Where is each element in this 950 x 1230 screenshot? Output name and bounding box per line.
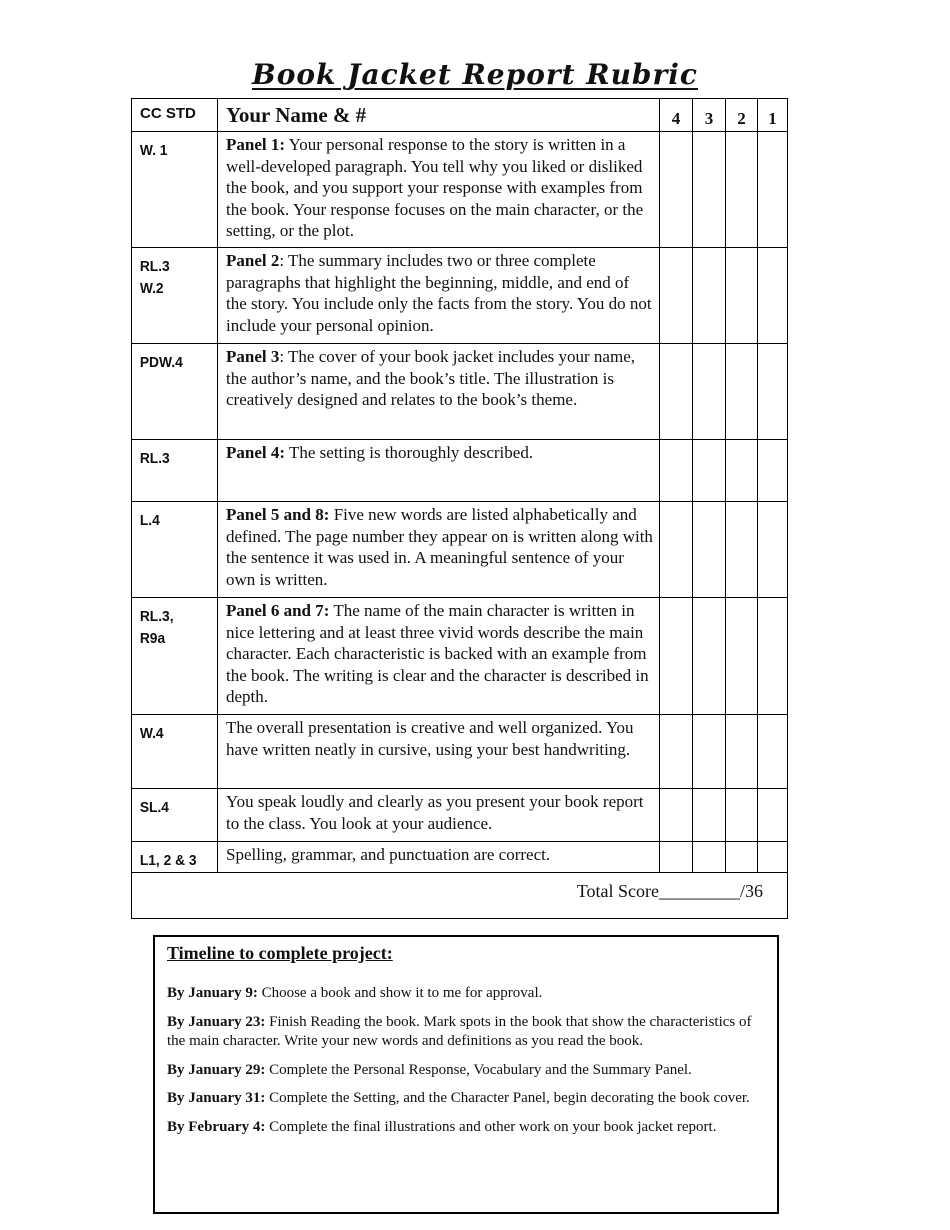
rubric-table bbox=[131, 98, 788, 919]
cc-std-header: CC STD bbox=[132, 99, 218, 132]
score-cell-4[interactable] bbox=[660, 598, 693, 715]
standard-code-line: PDW.4 bbox=[139, 354, 183, 371]
page-title: Book Jacket Report Rubric bbox=[252, 58, 698, 91]
score-cell-4[interactable] bbox=[660, 502, 693, 598]
score-cell-3[interactable] bbox=[693, 132, 726, 248]
criterion-text: : The cover of your book jacket includes your name, the author’s name, and the book’s title. The illustration is creatively designed and relates to the book’s theme. bbox=[226, 347, 635, 409]
criterion-description bbox=[218, 715, 660, 789]
standard-code bbox=[132, 440, 211, 502]
score-cell-1[interactable] bbox=[758, 440, 788, 502]
criterion-description bbox=[218, 440, 660, 502]
rubric-row bbox=[132, 344, 788, 440]
timeline-item bbox=[167, 1089, 765, 1109]
score-cell-4[interactable] bbox=[660, 789, 693, 842]
panel-label: Panel 6 and 7: bbox=[226, 601, 330, 620]
score-cell-3[interactable] bbox=[693, 842, 726, 873]
score-cell-1[interactable] bbox=[758, 789, 788, 842]
standard-code bbox=[132, 132, 211, 248]
timeline-list bbox=[167, 984, 765, 1137]
standard-code-line: SL.4 bbox=[139, 799, 169, 816]
standard-code-line: W.4 bbox=[139, 725, 164, 742]
standard-code-line: W.2 bbox=[139, 280, 164, 297]
score-cell-3[interactable] bbox=[693, 440, 726, 502]
standard-code bbox=[132, 842, 211, 873]
score-cell-3[interactable] bbox=[693, 715, 726, 789]
score-cell-2[interactable] bbox=[726, 440, 758, 502]
criterion-description bbox=[218, 132, 660, 248]
total-score: Total Score_________/36 bbox=[132, 873, 788, 919]
standard-code-line: R9a bbox=[139, 630, 165, 647]
criterion-description bbox=[218, 344, 660, 440]
panel-label: Panel 2 bbox=[226, 251, 280, 270]
panel-label: Panel 1: bbox=[226, 135, 286, 154]
timeline-date: By January 29: bbox=[167, 1061, 266, 1078]
score-cell-4[interactable] bbox=[660, 842, 693, 873]
standard-code-line: W. 1 bbox=[139, 142, 167, 159]
rubric-row bbox=[132, 440, 788, 502]
standard-code bbox=[132, 502, 211, 598]
total-row bbox=[132, 873, 788, 919]
score-cell-2[interactable] bbox=[726, 132, 758, 248]
criterion-text: The name of the main character is written in nice lettering and at least three vivid words describe the main character. Each characteristic is backed with an example from the book. The writing is clear and the character is described in depth. bbox=[226, 601, 649, 706]
score-header-1: 1 bbox=[758, 99, 788, 132]
score-cell-2[interactable] bbox=[726, 344, 758, 440]
score-cell-4[interactable] bbox=[660, 344, 693, 440]
criterion-description bbox=[218, 842, 660, 873]
standard-code bbox=[132, 715, 211, 789]
criterion-description bbox=[218, 789, 660, 842]
score-cell-4[interactable] bbox=[660, 715, 693, 789]
timeline-item bbox=[167, 984, 765, 1004]
score-header-2: 2 bbox=[726, 99, 758, 132]
score-cell-3[interactable] bbox=[693, 789, 726, 842]
score-cell-3[interactable] bbox=[693, 344, 726, 440]
panel-label: Panel 3 bbox=[226, 347, 280, 366]
rubric-row bbox=[132, 598, 788, 715]
criterion-description bbox=[218, 598, 660, 715]
timeline-heading: Timeline to complete project: bbox=[167, 943, 393, 963]
standard-code bbox=[132, 344, 211, 440]
score-cell-4[interactable] bbox=[660, 132, 693, 248]
standard-code bbox=[132, 789, 211, 842]
criterion-text: : The summary includes two or three complete paragraphs that highlight the beginning, middle, and end of the story. You include only the facts from the story. You do not include your personal opinion. bbox=[226, 251, 652, 335]
timeline-item bbox=[167, 1013, 765, 1052]
timeline-text: Choose a book and show it to me for approval. bbox=[257, 985, 543, 1001]
timeline-box bbox=[153, 935, 779, 1214]
criterion-text: The setting is thoroughly described. bbox=[285, 443, 534, 462]
rubric-header-row bbox=[132, 99, 788, 132]
score-cell-4[interactable] bbox=[660, 440, 693, 502]
standard-code-line: RL.3 bbox=[139, 450, 170, 467]
score-cell-2[interactable] bbox=[726, 842, 758, 873]
rubric-row bbox=[132, 248, 788, 344]
score-cell-2[interactable] bbox=[726, 789, 758, 842]
timeline-date: By January 31: bbox=[167, 1090, 266, 1106]
criterion-description bbox=[218, 502, 660, 598]
your-name-header: Your Name & # bbox=[218, 99, 660, 132]
score-cell-2[interactable] bbox=[726, 715, 758, 789]
criterion-description bbox=[218, 248, 660, 344]
score-header-3: 3 bbox=[693, 99, 726, 132]
score-cell-1[interactable] bbox=[758, 502, 788, 598]
score-header-4: 4 bbox=[660, 99, 693, 132]
rubric-row bbox=[132, 789, 788, 842]
standard-code-line: RL.3, bbox=[139, 608, 174, 625]
rubric-row bbox=[132, 842, 788, 873]
rubric-row bbox=[132, 715, 788, 789]
score-cell-1[interactable] bbox=[758, 842, 788, 873]
score-cell-2[interactable] bbox=[726, 248, 758, 344]
panel-label: Panel 5 and 8: bbox=[226, 505, 330, 524]
timeline-date: By January 9: bbox=[167, 985, 258, 1001]
rubric-row bbox=[132, 502, 788, 598]
timeline-date: By January 23: bbox=[167, 1013, 266, 1030]
standard-code-line: L1, 2 & 3 bbox=[139, 852, 197, 869]
timeline-text: Finish Reading the book. Mark spots in the book that show the characteristics of the main character. Write your new words and definitions as you read the book. bbox=[167, 1013, 752, 1049]
timeline-text: Complete the Personal Response, Vocabulary and the Summary Panel. bbox=[265, 1061, 692, 1078]
timeline-item bbox=[167, 1061, 765, 1081]
standard-code-line: L.4 bbox=[139, 512, 160, 529]
criterion-text: Spelling, grammar, and punctuation are correct. bbox=[226, 845, 551, 864]
score-cell-4[interactable] bbox=[660, 248, 693, 344]
score-cell-1[interactable] bbox=[758, 344, 788, 440]
timeline-item bbox=[167, 1118, 765, 1138]
criterion-text: Five new words are listed alphabetically and defined. The page number they appear on is written along with the sentence it was used in. A meaningful sentence of your own is written. bbox=[226, 505, 653, 589]
panel-label: Panel 4: bbox=[226, 443, 286, 462]
timeline-text: Complete the Setting, and the Character Panel, begin decorating the book cover. bbox=[265, 1090, 750, 1106]
score-cell-3[interactable] bbox=[693, 598, 726, 715]
score-cell-1[interactable] bbox=[758, 598, 788, 715]
criterion-text: The overall presentation is creative and well organized. You have written neatly in cursive, using your best handwriting. bbox=[226, 718, 634, 759]
score-cell-1[interactable] bbox=[758, 715, 788, 789]
score-cell-1[interactable] bbox=[758, 248, 788, 344]
criterion-text: Your personal response to the story is written in a well-developed paragraph. You tell why you liked or disliked the book, and you support your response with examples from the book. Your response focuses on the main character, or the setting, or the plot. bbox=[226, 135, 644, 240]
criterion-text: You speak loudly and clearly as you present your book report to the class. You look at your audience. bbox=[226, 792, 644, 833]
score-cell-3[interactable] bbox=[693, 502, 726, 598]
rubric-row bbox=[132, 132, 788, 248]
timeline-text: Complete the final illustrations and other work on your book jacket report. bbox=[265, 1118, 717, 1135]
standard-code bbox=[132, 598, 211, 715]
score-cell-2[interactable] bbox=[726, 502, 758, 598]
standard-code bbox=[132, 248, 211, 344]
score-cell-2[interactable] bbox=[726, 598, 758, 715]
score-cell-1[interactable] bbox=[758, 132, 788, 248]
standard-code-line: RL.3 bbox=[139, 258, 170, 275]
score-cell-3[interactable] bbox=[693, 248, 726, 344]
timeline-date: By February 4: bbox=[167, 1118, 266, 1135]
